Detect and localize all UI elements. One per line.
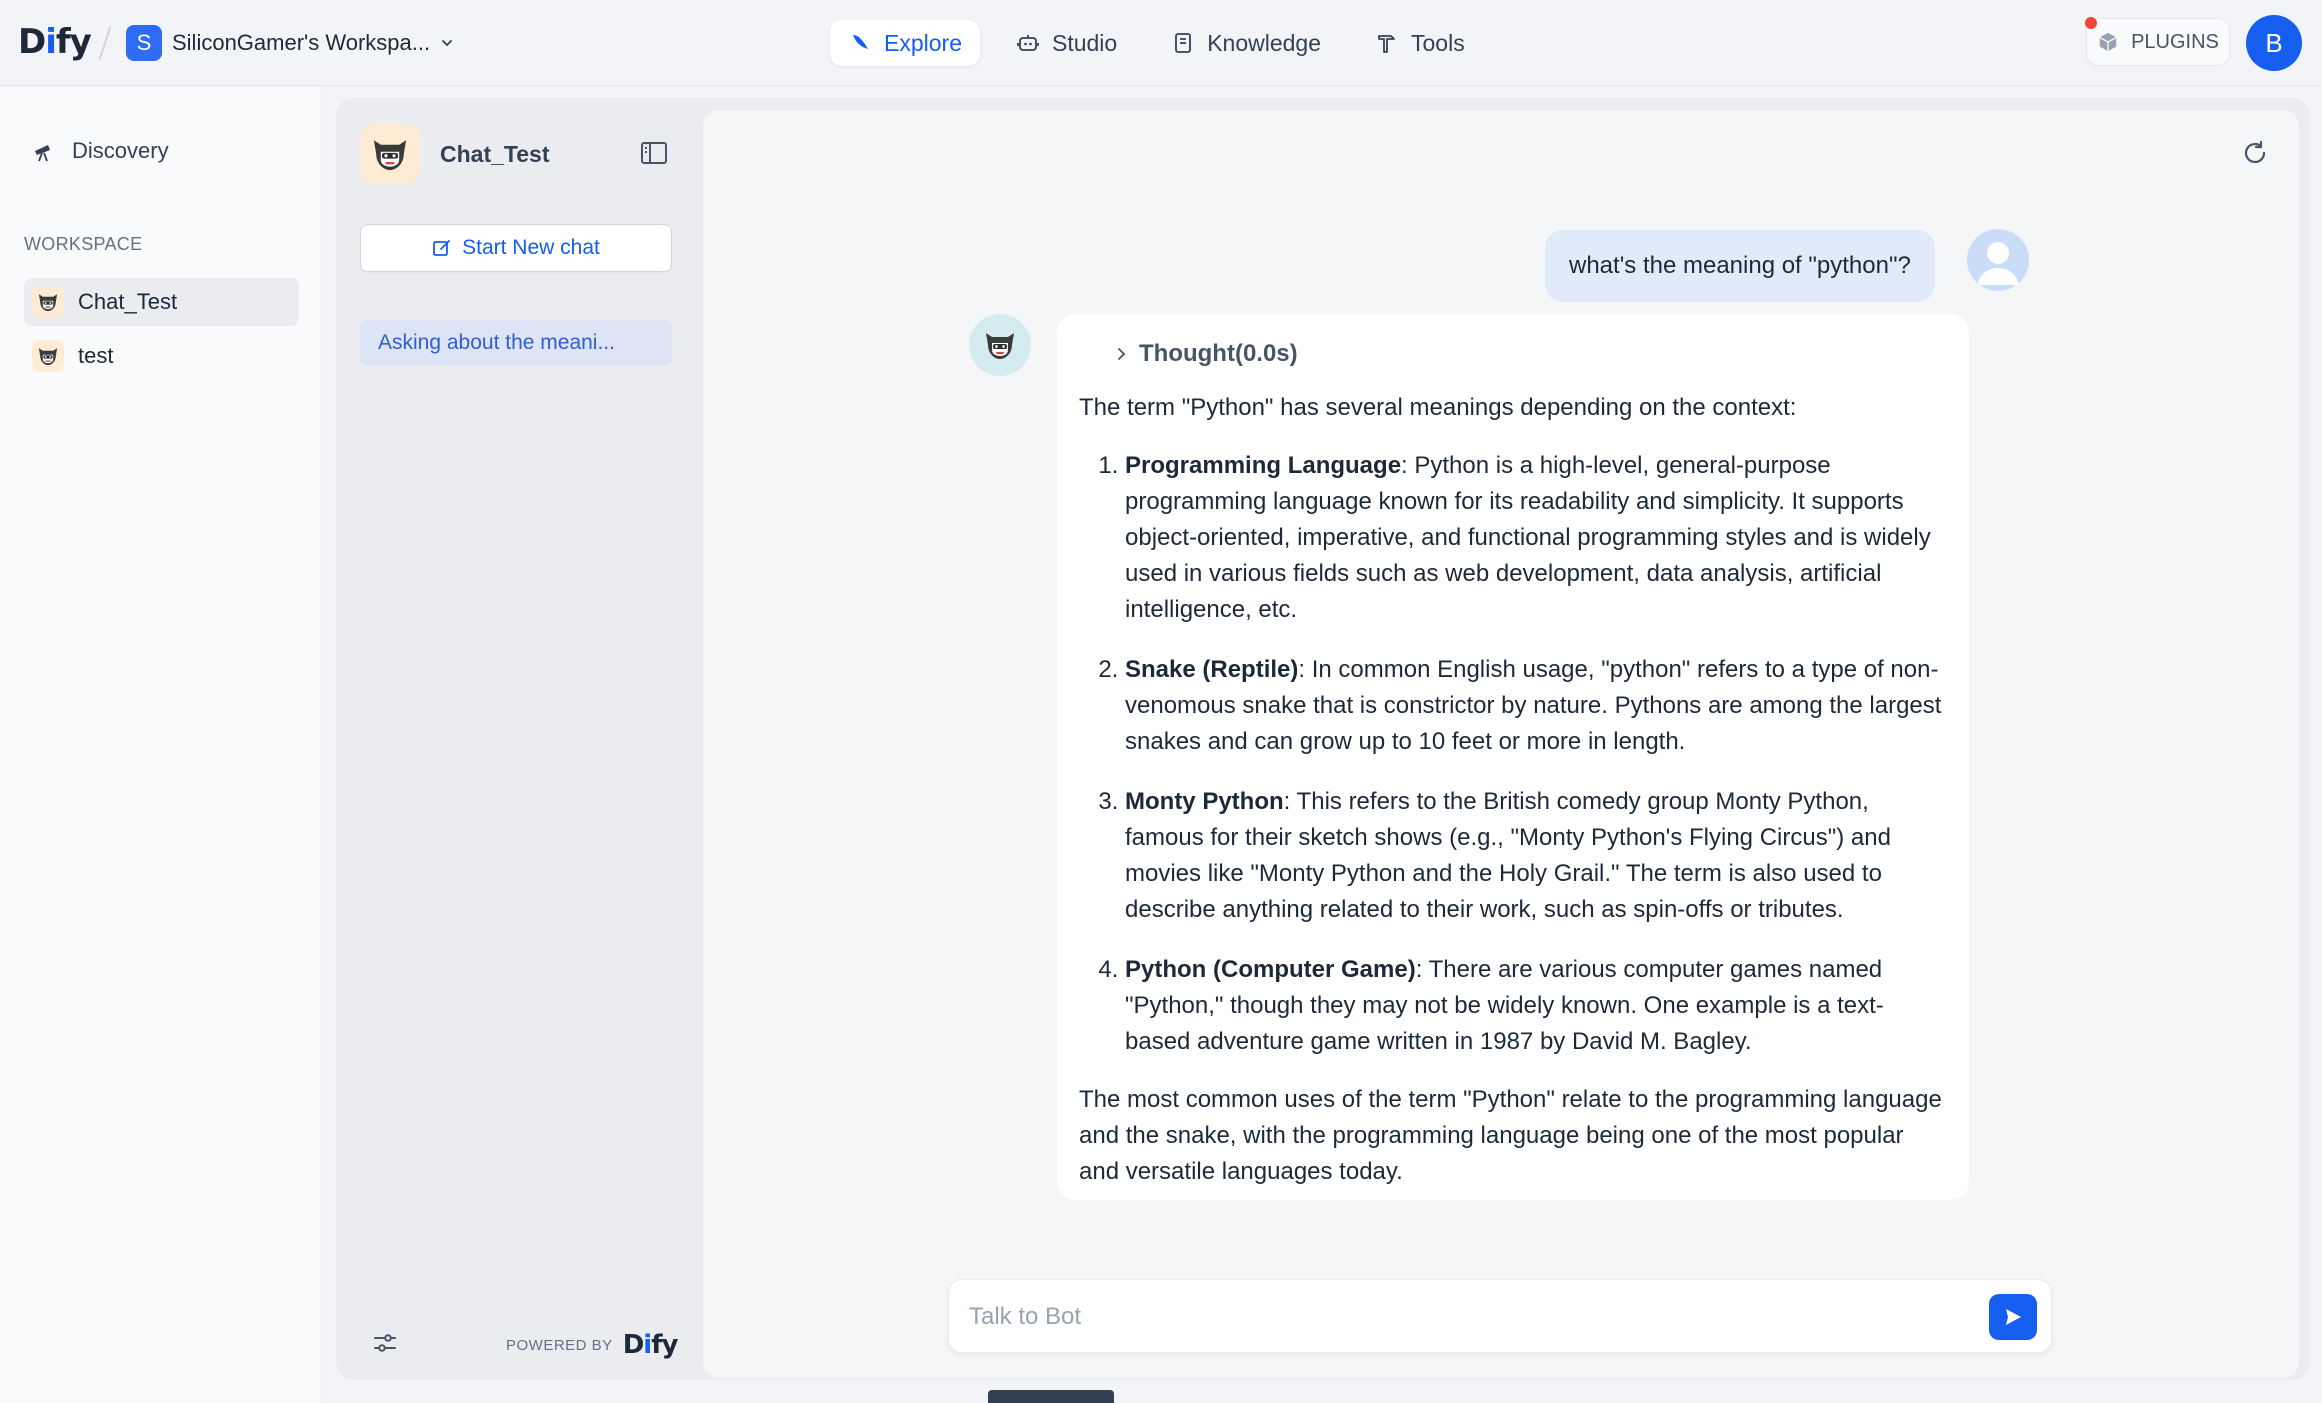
point-title: Python (Computer Game) bbox=[1125, 956, 1416, 983]
workspace-switcher[interactable] bbox=[126, 23, 454, 63]
bot-answer bbox=[1057, 314, 1969, 1200]
refresh-icon[interactable] bbox=[2240, 138, 2270, 168]
sidebar-app-label: Chat_Test bbox=[78, 289, 178, 314]
sidebar-app-test[interactable] bbox=[24, 332, 299, 380]
list-item bbox=[1125, 784, 1947, 928]
thought-toggle[interactable] bbox=[1113, 336, 1947, 372]
start-new-chat-label: Start New chat bbox=[462, 236, 600, 259]
user-avatar[interactable]: B bbox=[2246, 15, 2302, 71]
send-button[interactable] bbox=[1989, 1294, 2037, 1340]
dify-logo: Dify bbox=[622, 1330, 678, 1360]
nav-explore[interactable] bbox=[830, 20, 980, 66]
sidebar-app-chat-test[interactable] bbox=[24, 278, 299, 326]
plugins-label: PLUGINS bbox=[2131, 30, 2219, 53]
sidebar-app-label: test bbox=[78, 343, 114, 368]
user-message: what's the meaning of "python"? bbox=[1545, 230, 1935, 302]
main-nav bbox=[830, 20, 1483, 66]
nav-studio[interactable] bbox=[998, 20, 1135, 66]
app-header bbox=[360, 124, 550, 184]
notification-dot bbox=[2085, 17, 2097, 29]
cube-icon bbox=[2097, 31, 2119, 53]
app-title: Chat_Test bbox=[440, 140, 550, 167]
bot-avatar-icon bbox=[32, 340, 64, 372]
robot-icon bbox=[1016, 31, 1040, 55]
debug-tab[interactable] bbox=[988, 1390, 1114, 1403]
app-sidebar bbox=[0, 86, 322, 1403]
point-title: Programming Language bbox=[1125, 452, 1402, 479]
telescope-icon bbox=[32, 139, 56, 163]
book-icon bbox=[1171, 31, 1195, 55]
answer-intro: The term "Python" has several meanings depending on the context: bbox=[1079, 394, 1797, 421]
plugins-button[interactable] bbox=[2086, 18, 2230, 66]
point-text: : Python is a high-level, general-purpose programming language known for its readability and simplicity. It supports object-oriented, imperative, and functional programming styles and is widely used in various fields such as web development, data analysis, artificial intelligence, etc. bbox=[1125, 452, 1931, 623]
list-item bbox=[1125, 448, 1947, 628]
collapse-panel-icon[interactable] bbox=[640, 140, 668, 166]
nav-tools[interactable] bbox=[1357, 20, 1483, 66]
nav-label: Knowledge bbox=[1207, 29, 1322, 56]
powered-by-label: POWERED BY bbox=[506, 1336, 613, 1354]
nav-label: Explore bbox=[884, 29, 962, 56]
answer-list bbox=[1079, 448, 1947, 1060]
list-item bbox=[1125, 952, 1947, 1060]
compass-icon bbox=[848, 31, 872, 55]
answer-outro: The most common uses of the term "Python" relate to the programming language and the snake, with the programming language being one of the most popular and versatile languages today. bbox=[1079, 1086, 1942, 1185]
nav-label: Studio bbox=[1051, 29, 1118, 56]
point-title: Snake (Reptile) bbox=[1125, 656, 1299, 683]
start-new-chat-button[interactable] bbox=[360, 224, 672, 272]
list-item bbox=[1125, 652, 1947, 760]
bot-avatar-icon bbox=[360, 124, 420, 184]
chat-input[interactable] bbox=[969, 1294, 1929, 1340]
thought-label: Thought(0.0s) bbox=[1139, 340, 1298, 367]
point-text: : In common English usage, "python" refers to a type of non-venomous snake that is constrictor by nature. Pythons are among the largest snakes and can grow up to 10 feet or more in length. bbox=[1125, 656, 1942, 755]
send-icon bbox=[2002, 1306, 2024, 1328]
chevron-down-icon bbox=[440, 36, 454, 50]
breadcrumb-divider bbox=[99, 27, 111, 60]
bot-avatar-icon bbox=[969, 314, 1031, 376]
point-text: : This refers to the British comedy group Monty Python, famous for their sketch shows (e.g., "Monty Python's Flying Circus") and movies like "Monty Python and the Holy Grail." The term is also used to describe anything related to their work, such as spin-offs or tributes. bbox=[1125, 788, 1891, 923]
chat-input-box bbox=[948, 1279, 2052, 1353]
nav-label: Tools bbox=[1411, 29, 1465, 56]
point-text: : There are various computer games named "Python," though they may not be widely known. One example is a text-based adventure game written in 1987 by David M. Bagley. bbox=[1125, 956, 1884, 1055]
workspace-name: SiliconGamer's Workspa... bbox=[172, 30, 431, 55]
nav-knowledge[interactable] bbox=[1153, 20, 1339, 66]
powered-by bbox=[506, 1330, 677, 1360]
chevron-right-icon bbox=[1113, 346, 1129, 362]
bot-avatar-icon bbox=[32, 286, 64, 318]
sidebar-item-discovery[interactable] bbox=[22, 126, 298, 176]
settings-sliders-icon[interactable] bbox=[372, 1330, 398, 1356]
sidebar-item-label: Discovery bbox=[72, 138, 169, 163]
edit-icon bbox=[432, 238, 452, 258]
conversation-item[interactable]: Asking about the meani... bbox=[360, 320, 672, 366]
workspace-badge: S bbox=[126, 25, 162, 61]
dify-logo[interactable]: Dify bbox=[18, 22, 91, 62]
workspace-section-title: WORKSPACE bbox=[24, 234, 143, 254]
point-title: Monty Python bbox=[1125, 788, 1284, 815]
hammer-icon bbox=[1375, 31, 1399, 55]
top-bar bbox=[0, 0, 2322, 86]
user-avatar-icon bbox=[1967, 229, 2029, 291]
